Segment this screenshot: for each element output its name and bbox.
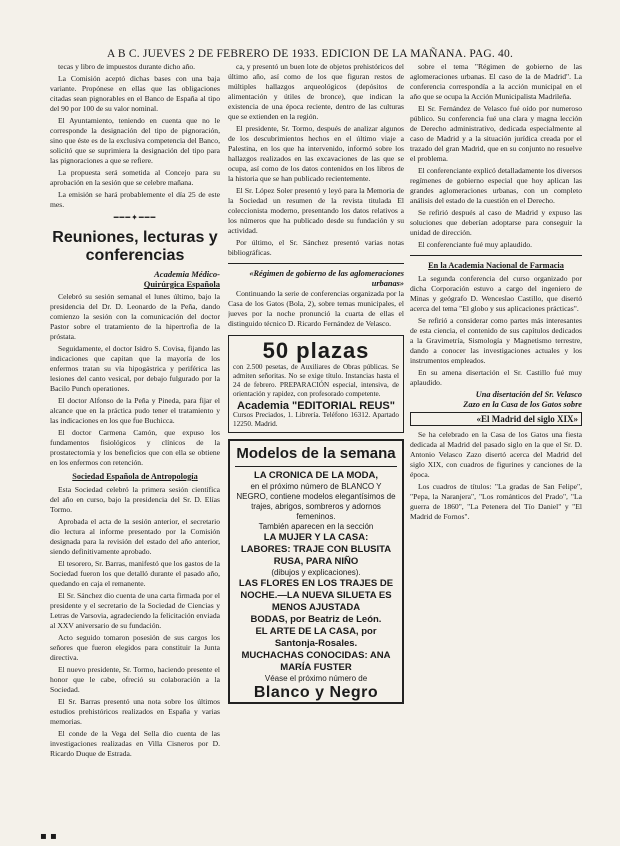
subsection-title: Academia Médico-: [154, 269, 220, 279]
paragraph: El Sr. López Soler presentó y leyó para la Memoria de la Sociedad un resumen de la revista titulada El coleccionista moderno, presentando los datos relativos a los números que ha publicado desde su fundación y su actividad.: [228, 186, 404, 235]
paragraph: ca, y presentó un buen lote de objetos prehistóricos del último año, así como de los que figuran restos de múltiples hallazgos arqueológicos (depósitos de alimentación y útiles de bronce), que indican la existencia de una época reciente, dentro de las culturas que se extienden en la región.: [228, 62, 404, 121]
divider: [228, 263, 404, 264]
ad-line: LA MUJER Y LA CASA:: [263, 532, 369, 543]
subsection-title: Sociedad Española de Antropología: [72, 472, 198, 481]
ad-line: LA CRONICA DE LA MODA,: [253, 470, 379, 481]
advertisement-plazas: [228, 335, 404, 433]
paragraph: El Sr. Sánchez dio cuenta de una carta firmada por el presidente y el secretario de la Sociedad de Ciencias y Letras de Varsovia, agradeciendo la felicitación enviada al XXV aniversario de su fundación.: [50, 591, 220, 630]
paragraph: La emisión se hará probablemente el día 25 de este mes.: [50, 190, 220, 209]
paragraph: Seguidamente, el doctor Isidro S. Covisa, fijando las indicaciones que capitan que la mayoría de los enfermos tratan su vía hipogástrica y periférica las lesiones del canto vesical, por debajo fulgurado por la Bacilo Punch operationes.: [50, 344, 220, 393]
column-3: [410, 62, 582, 830]
page-corner-mark: ▪ ▪: [40, 831, 57, 842]
paragraph: tecas y libro de impuestos durante dicho año.: [58, 62, 196, 71]
paragraph: El Sr. Barras presentó una nota sobre los últimos estudios prehistóricos realizados en España y varias memorias.: [50, 697, 220, 726]
subsection-title: «Régimen de gobierno de las aglomeraciones urbanas»: [249, 269, 404, 288]
ad-line: Véase el próximo número de: [264, 674, 368, 683]
paragraph: El Sr. Fernández de Velasco fué oído por numeroso público. Su conferencia fué una clara y magna lección de Derecho administrativo, dedicada especialmente al caso de Madrid y a la situación jurídica creada por el trazado del gran Madrid, que en su conjunto no resuelve el problema.: [410, 104, 582, 163]
paragraph: Continuando la serie de conferencias organizada por la Casa de los Gatos (Bola, 2), sobre temas municipales, el jueves por la noche pronunció la cuarta de ellas el distinguido técnico D. Ricardo Fernández de Velasco.: [228, 289, 404, 328]
ad-line: También aparecen en la sección: [258, 522, 374, 531]
ad-line: (dibujos y explicaciones).: [271, 568, 361, 577]
ad-line: MUCHACHAS CONOCIDAS: ANA MARÍA FUSTER: [241, 650, 391, 673]
ad-text: con 2.500 pesetas, de Auxiliares de Obras públicas. Se admiten señoritas. No se exige título. Instancias hasta el 24 de febrero. PREPARACIÓN especial, intensiva, de orientación y rapidez, con profesorado competente.: [233, 363, 399, 398]
ad-headline: 50 plazas: [262, 338, 370, 363]
paragraph: La segunda conferencia del curso organizado por dicha Corporación estuvo a cargo del ingeniero de Minas y geógrafo D. Wenceslao Castillo, que disertó acerca del tema "El globo y sus aplicaciones prácticas".: [410, 274, 582, 313]
ad-line: LABORES: TRAJE CON BLUSITA RUSA, PARA NIÑO: [240, 544, 392, 567]
subsection-title: En la Academia Nacional de Farmacia: [428, 261, 564, 270]
paragraph: La propuesta será sometida al Concejo para su aprobación en la sesión que se celebre mañana.: [50, 168, 220, 187]
page-header: A B C. JUEVES 2 DE FEBRERO DE 1933. EDICION DE LA MAÑANA. PAG. 40.: [106, 48, 514, 60]
column-2: [228, 62, 404, 830]
paragraph: La Comisión aceptó dichas bases con una baja variante. Propónese en ellas que las obligaciones citadas sean pignorables en el Banco de España al tipo del 90 por 100 de su valor nominal.: [50, 74, 220, 113]
ad-logo: Blanco y Negro: [253, 684, 379, 701]
paragraph: El conferenciante fué muy aplaudido.: [418, 240, 533, 249]
column-1: [50, 62, 220, 830]
ad-line: EL ARTE DE LA CASA, por Santonja-Rosales.: [255, 626, 377, 649]
paragraph: Esta Sociedad celebró la primera sesión científica del año en curso, bajo la presidencia del Sr. D. Elías Tormo.: [50, 485, 220, 514]
paragraph: Se refirió a considerar como partes más interesantes de esta ciencia, el contenido de sus capítulos dedicados a la Gravimetría, Sismología y Magnetismo terrestre, dando a conocer las investigaciones actuales y los instrumentos empleados.: [410, 316, 582, 365]
paragraph: En su amena disertación el Sr. Castillo fué muy aplaudido.: [410, 368, 582, 387]
paragraph: Aprobada el acta de la sesión anterior, el secretario dio lectura al informe presentado por la Comisión designada para la revisión del estado del año anterior, siendo definitivamente aprobado.: [50, 517, 220, 556]
paragraph: Acto seguido tomaron posesión de sus cargos los señores que fueron elegidos para constituir la Junta directiva.: [50, 633, 220, 662]
subsection-title: Una disertación del Sr. Velasco: [475, 390, 582, 399]
ornament-divider: ━━━✦━━━: [113, 213, 157, 222]
paragraph: El nuevo presidente, Sr. Tormo, haciendo presente el honor que le cabe, ofreció su colaboración a la Sociedad.: [50, 665, 220, 694]
subsection-subtitle: Zazo en la Casa de los Gatos sobre: [463, 400, 582, 409]
paragraph: Se refirió después al caso de Madrid y expuso las soluciones que deberían adoptarse para conseguir la unidad de dirección.: [410, 208, 582, 237]
ad-line: LAS FLORES EN LOS TRAJES DE NOCHE.—LA NUEVA SILUETA ES MENOS AJUSTADA: [238, 578, 394, 613]
subsection-subtitle: Quirúrgica Española: [143, 279, 220, 289]
paragraph: El doctor Alfonso de la Peña y Pineda, para fijar el alcance que en la práctica pudo tener el tratamiento y las indicaciones en los que fue Buchicca.: [50, 396, 220, 425]
divider: [410, 255, 582, 256]
paragraph: Se ha celebrado en la Casa de los Gatos una fiesta dedicada al Madrid del pasado siglo en la que el Sr. D. Antonio Velasco Zazo disertó acerca del Madrid del siglo XIX, con cuadros de figurines y canciones de la época.: [410, 430, 582, 479]
ad-address: Cursos Preciados, 1. Librería. Teléfono 16312. Apartado 12250. Madrid.: [233, 411, 399, 428]
paragraph: El Ayuntamiento, teniendo en cuenta que no le corresponde la designación del tipo de pignoración, sino que éste es de la exclusiva competencia del Banco, solicitó que se suprimiera la designación del tipo para las pignoraciones a que se refiere.: [50, 116, 220, 165]
paragraph: El tesorero, Sr. Barras, manifestó que los gastos de la Sociedad fueron los que detalló durante el pasado año, quedando en caja el remanente.: [50, 559, 220, 588]
ad-line: BODAS, por Beatriz de León.: [250, 614, 382, 625]
ad-line: en el próximo número de BLANCO Y NEGRO, contiene modelos elegantísimos de trajes, abrigos, sombreros y adornos femeninos.: [236, 482, 396, 521]
advertisement-blanco-y-negro: [228, 439, 404, 704]
paragraph: El doctor Carmena Camón, que expuso los fundamentos fisiológicos y clínicos de la prostatectomía y los beneficios que con ella se obtiene en los enfermos con retención.: [50, 428, 220, 467]
paragraph: El conde de la Vega del Sella dio cuenta de las investigaciones realizadas en Villa Cisneros por D. Ricardo Duque de Estrada.: [50, 729, 220, 758]
paragraph: sobre el tema "Régimen de gobierno de las aglomeraciones urbanas. El caso de la de Madrid". La conferencia correspondía a la acción municipal en el año que se ocupa la Acción Municipalista Madrileña.: [410, 62, 582, 101]
paragraph: El presidente, Sr. Tormo, después de analizar algunos de los descubrimientos hechos en el último viaje a Palestina, en los que ha intervenido, informó sobre los hallazgos realizados en las excavaciones de las que se ocupa, así como de los datos contenidos en los libros de la historia que se han publicado recientemente.: [228, 124, 404, 183]
section-title: Reuniones, lecturas y conferencias: [52, 229, 218, 264]
paragraph: Los cuadros de títulos: "La gradas de San Felipe", "Pepa, la Naranjera", "Los románticos del Prado", "La guerra de 1860", "La Petenera del Tío Daniel" y "El Madrid de Fornos".: [410, 482, 582, 521]
paragraph: El conferenciante explicó detalladamente los diversos regímenes de gobierno especial que hoy aplican las grandes aglomeraciones urbanas, con un completo análisis del estado de la cuestión en el Derecho.: [410, 166, 582, 205]
ad-brand: Academia "EDITORIAL REUS": [237, 400, 395, 412]
ad-title: Modelos de la semana: [235, 445, 397, 467]
subsection-headline: «El Madrid del siglo XIX»: [410, 412, 582, 426]
paragraph: Celebró su sesión semanal el lunes último, bajo la presidencia del Dr. D. Leonardo de la Peña, dando comienzo la sesión con la comunicación del doctor Pastor sobre el tratamiento de la hipertrofia de la próstata.: [50, 292, 220, 341]
paragraph: Por último, el Sr. Sánchez presentó varias notas bibliográficas.: [228, 238, 404, 257]
